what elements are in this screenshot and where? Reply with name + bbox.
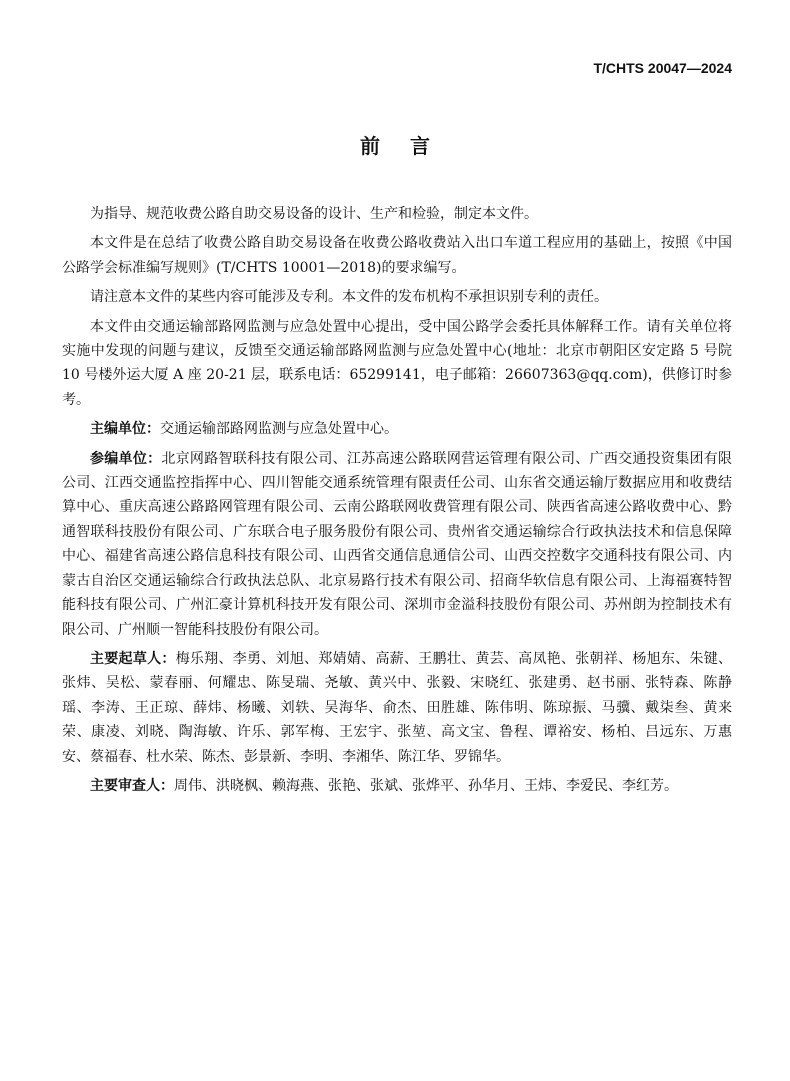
document-body — [62, 202, 732, 803]
paragraph-basis: 本文件是在总结了收费公路自助交易设备在收费公路收费站入出口车道工程应用的基础上，按照《中国公路学会标准编写规则》(T/CHTS 10001—2018)的要求编写。 — [62, 235, 732, 276]
page-title: 前言 — [360, 134, 460, 158]
main-drafters — [62, 647, 732, 769]
chief-editor-value: 交通运输部路网监测与应急处置中心。 — [160, 421, 398, 438]
participants-value: 北京网路智联科技有限公司、江苏高速公路联网营运管理有限公司、广西交通投资集团有限公司、江西交通监控指挥中心、四川智能交通系统管理有限责任公司、山东省交通运输厅数据应用和收费结算中心、重庆高速公路路网管理有限公司、云南公路联网收费管理有限公司、陕西省高速公路收费中心、黔通智联科技股份有限公司、广东联合电子服务股份有限公司、贵州省交通运输综合行政执法技术和信息保障中心、福建省高速公路信息科技有限公司、山西省交通信息通信公司、山西交控数字交通科技有限公司、内蒙古自治区交通运输综合行政执法总队、北京易路行技术有限公司、招商华软信息有限公司、上海福赛特智能科技有限公司、广州汇豪计算机科技开发有限公司、深圳市金溢科技股份有限公司、苏州朗为控制技术有限公司、广州顺一智能科技股份有限公司。 — [62, 450, 733, 638]
reviewers-value: 周伟、洪晓枫、赖海燕、张艳、张斌、张烨平、孙华月、王炜、李爱民、李红芳。 — [174, 777, 678, 794]
paragraph-patent: 请注意本文件的某些内容可能涉及专利。本文件的发布机构不承担识别专利的责任。 — [90, 289, 608, 306]
participants-label: 参编单位： — [90, 450, 162, 467]
reviewers-label: 主要审查人： — [90, 777, 174, 794]
drafters-label: 主要起草人： — [90, 650, 176, 667]
chief-editor-unit — [62, 417, 732, 441]
standard-number: T/CHTS 20047—2024 — [593, 60, 732, 76]
paragraph-contact: 本文件由交通运输部路网监测与应急处置中心提出，受中国公路学会委托具体解释工作。请有关单位将实施中发现的问题与建议，反馈至交通运输部路网监测与应急处置中心(地址：北京市朝阳区安定路 5 号院 10 号楼外运大厦 A 座 20-21 层，联系电话：65299141，电子邮箱：26607363@qq.com)，供修订时参考。 — [62, 318, 732, 408]
paragraph-purpose: 为指导、规范收费公路自助交易设备的设计、生产和检验，制定本文件。 — [90, 206, 538, 222]
chief-editor-label: 主编单位： — [90, 421, 160, 438]
drafters-value: 梅乐翔、李勇、刘旭、郑婧婧、高薪、王鹏壮、黄芸、高凤艳、张朝祥、杨旭东、朱键、张炜、吴松、蒙春丽、何耀忠、陈旻瑞、尧敏、黄兴中、张毅、宋晓红、张建勇、赵书丽、张特森、陈静瑶、李涛、王正琼、薛炜、杨曦、刘轶、吴海华、俞杰、田胜雄、陈伟明、陈琼振、马骥、戴柒叁、黄来荣、康凌、刘晓、陶海敏、许乐、郭军梅、王宏宇、张堃、高文宝、鲁程、谭裕安、杨柏、吕远东、万惠安、蔡福春、杜水荣、陈杰、彭景新、李明、李湘华、陈江华、罗锦华。 — [62, 650, 733, 765]
main-reviewers — [62, 774, 732, 798]
participant-units — [62, 447, 732, 642]
